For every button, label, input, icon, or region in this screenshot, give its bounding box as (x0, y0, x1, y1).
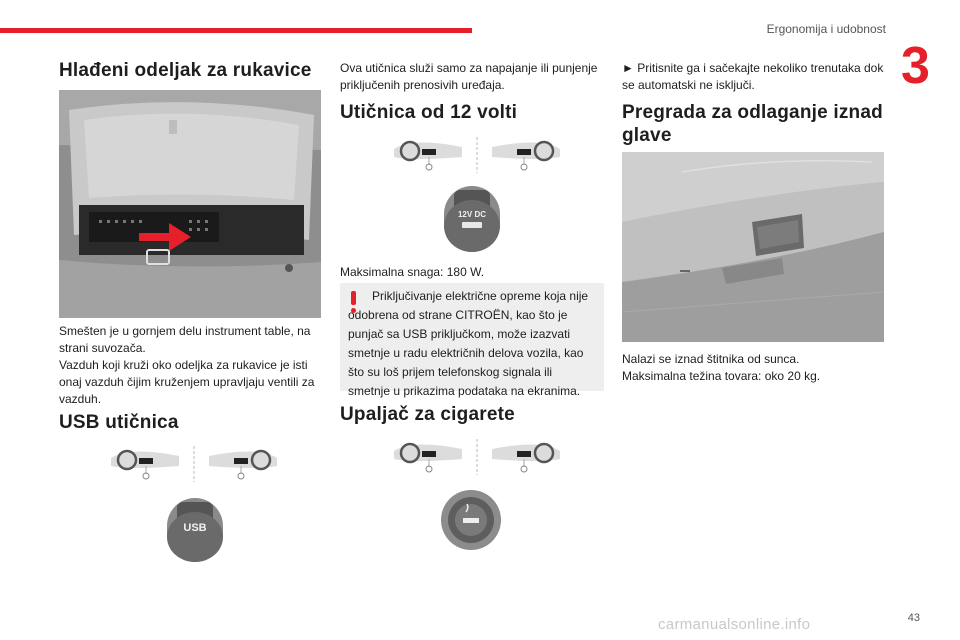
heading-12v: Utičnica od 12 volti (340, 102, 518, 123)
watermark: carmanualsonline.info (658, 616, 811, 633)
overhead-max-weight-text: Maksimalna težina tovara: oko 20 kg. (622, 369, 821, 383)
lighter-instruction-text: ► Pritisnite ga i sačekajte nekoliko trenutaka dok se automatski ne isključi. (622, 61, 884, 92)
usb-socket-icon (167, 498, 223, 562)
12v-socket-icon (444, 186, 500, 252)
heading-usb: USB utičnica (59, 412, 179, 433)
cigarette-icon (441, 490, 501, 550)
max-power-text: Maksimalna snaga: 180 W. (340, 265, 485, 279)
glovebox-illustration (59, 90, 321, 318)
overhead-storage-photo (622, 152, 884, 342)
glovebox-photo (59, 90, 321, 318)
warning-text: Priključivanje električne opreme koja nije odobrena od strane CITROËN, kao što je punjač sa USB priključkom, može izazvati smetnje u radu električnih delova vozila, kao što su loš prijem telefonskog signala ili smetnje u prikazima podataka na ekranima. (348, 289, 589, 398)
header-accent-bar (0, 28, 472, 33)
warning-box (340, 283, 604, 398)
section-title: Ergonomija i udobnost (766, 22, 886, 36)
12v-socket-label: 12V DC (457, 210, 486, 219)
glovebox-air-text: Vazduh koji kruži oko odeljka za rukavice je isti onaj vazduh čijim kruženjem upravljaju ventili za vazduh. (59, 358, 315, 406)
overhead-location-text: Nalazi se iznad štitnika od sunca. (622, 352, 800, 366)
usb-intro-text: Ova utičnica služi samo za napajanje ili punjenje priključenih prenosivih uređaja. (340, 61, 598, 92)
heading-lighter: Upaljač za cigarete (340, 404, 515, 425)
glovebox-location-text: Smešten je u gornjem delu instrument table, na strani suvozača. (59, 324, 311, 355)
cigarette-lighter-icon (441, 490, 501, 550)
heading-overhead: Pregrada za odlaganje iznad glave (622, 102, 883, 146)
lighter-location-pictogram (392, 437, 562, 477)
chapter-number: 3 (901, 37, 930, 95)
page-number: 43 (907, 612, 920, 624)
12v-location-pictogram (392, 135, 562, 175)
overhead-storage-illustration (622, 152, 884, 342)
key-icon (462, 222, 482, 228)
usb-socket-label: USB (183, 522, 207, 534)
usb-location-pictogram (109, 444, 279, 484)
heading-glovebox: Hlađeni odeljak za rukavice (59, 60, 312, 81)
